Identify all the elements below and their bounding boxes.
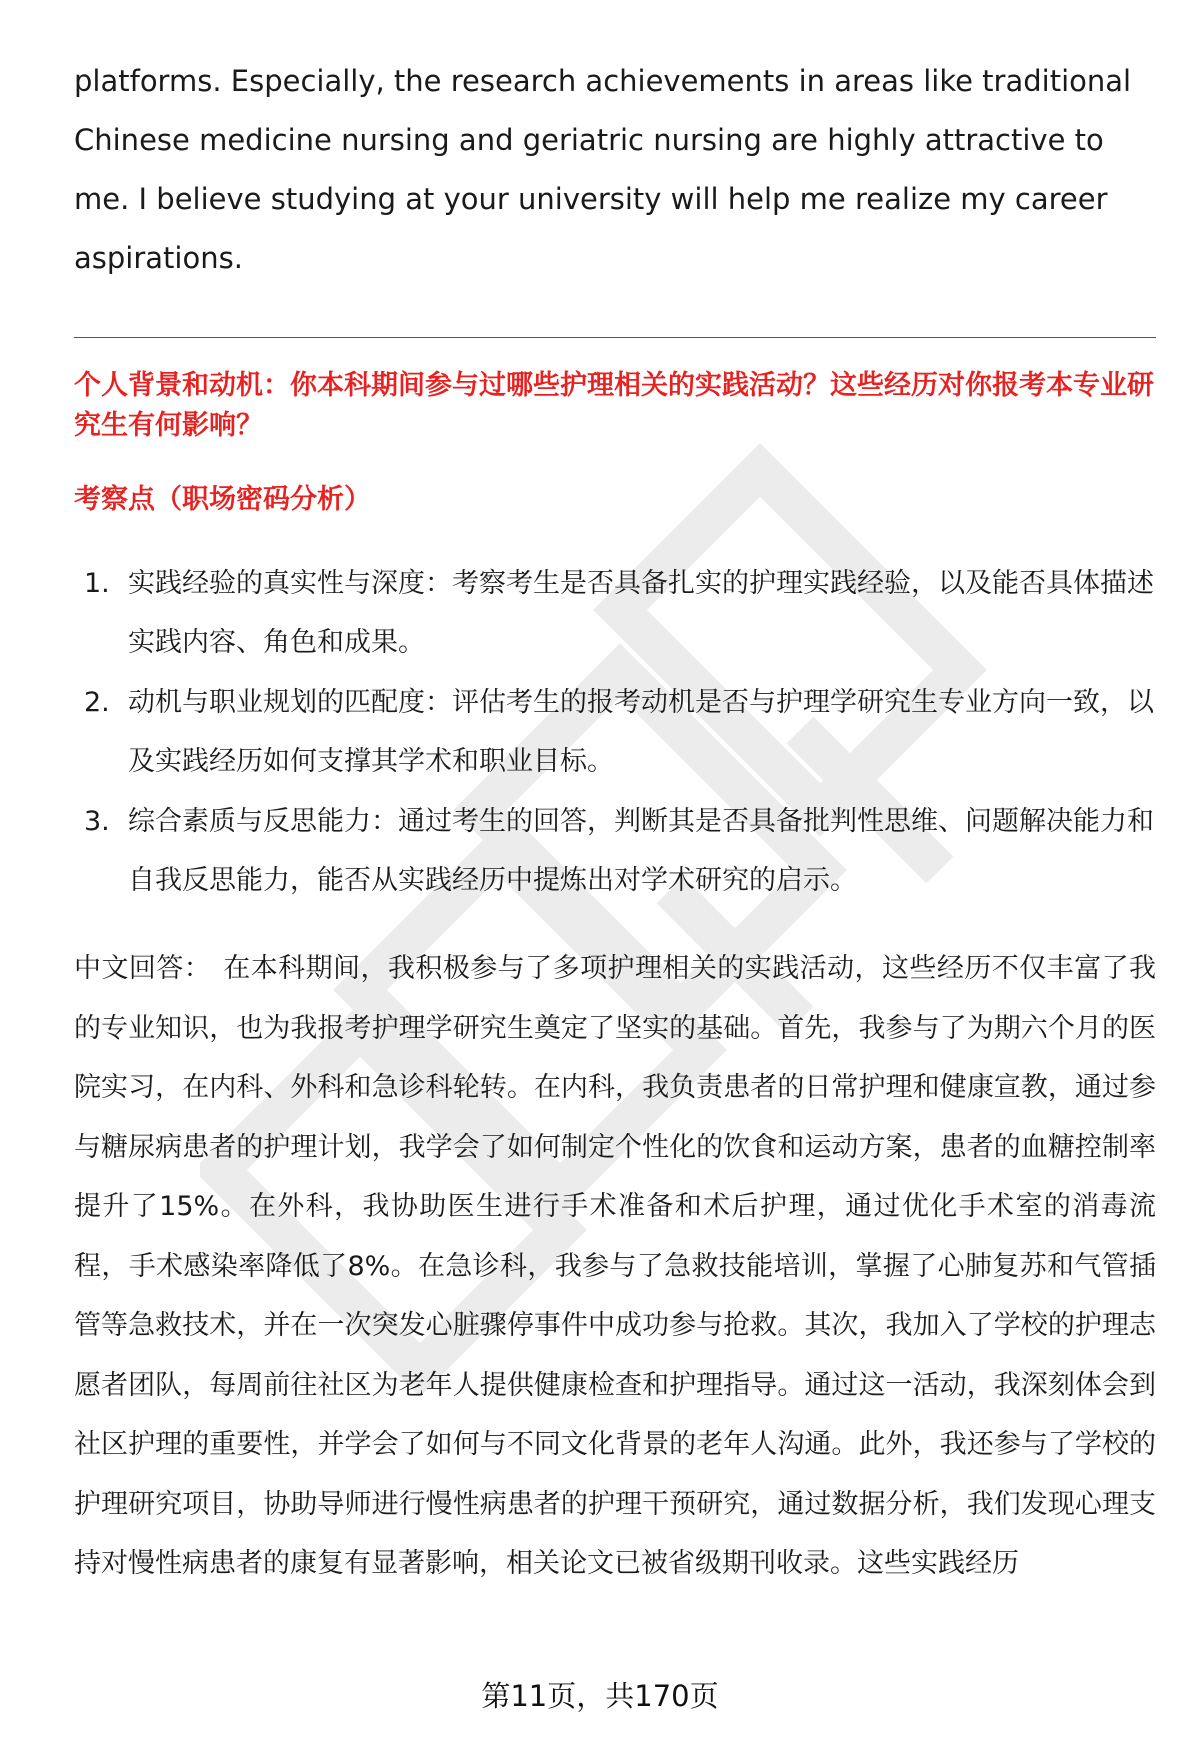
list-item-number: 2. xyxy=(84,687,110,718)
list-item-number: 3. xyxy=(84,806,110,837)
list-item-text: 实践经验的真实性与深度：考察考生是否具备扎实的护理实践经验，以及能否具体描述实践内容、角色和成果。 xyxy=(128,568,1154,658)
assessment-points-heading: 考察点（职场密码分析） xyxy=(74,484,371,515)
assessment-points-list xyxy=(74,554,1156,911)
section-divider xyxy=(74,337,1156,338)
list-item xyxy=(74,673,1156,791)
answer-text: 在本科期间，我积极参与了多项护理相关的实践活动，这些经历不仅丰富了我的专业知识，也为我报考护理学研究生奠定了坚实的基础。首先，我参与了为期六个月的医院实习，在内科、外科和急诊科轮转。在内科，我负责患者的日常护理和健康宣教，通过参与糖尿病患者的护理计划，我学会了如何制定个性化的饮食和运动方案，患者的血糖控制率提升了15%。在外科，我协助医生进行手术准备和术后护理，通过优化手术室的消毒流程，手术感染率降低了8%。在急诊科，我参与了急救技能培训，掌握了心肺复苏和气管插管等急救技术，并在一次突发心脏骤停事件中成功参与抢救。其次，我加入了学校的护理志愿者团队，每周前往社区为老年人提供健康检查和护理指导。通过这一活动，我深刻体会到社区护理的重要性，并学会了如何与不同文化背景的老年人沟通。此外，我还参与了学校的护理研究项目，协助导师进行慢性病患者的护理干预研究，通过数据分析，我们发现心理支持对慢性病患者的康复有显著影响，相关论文已被省级期刊收录。这些实践经历 xyxy=(74,953,1157,1579)
answer-label: 中文回答： xyxy=(74,953,212,984)
list-item-text: 动机与职业规划的匹配度：评估考生的报考动机是否与护理学研究生专业方向一致，以及实践经历如何支撑其学术和职业目标。 xyxy=(128,687,1154,777)
intro-paragraph: platforms. Especially, the research achievements in areas like traditional Chinese medicine nursing and geriatric nursing are highly attractive to me. I believe studying at your university will help me realize my career aspirations. xyxy=(74,64,1132,275)
question-heading: 个人背景和动机：你本科期间参与过哪些护理相关的实践活动？这些经历对你报考本专业研究生有何影响？ xyxy=(74,370,1154,441)
list-item-number: 1. xyxy=(84,568,110,599)
list-item xyxy=(74,554,1156,672)
answer-paragraph xyxy=(74,939,1156,1594)
page-number-footer: 第11页，共170页 xyxy=(481,1679,719,1713)
list-item-text: 综合素质与反思能力：通过考生的回答，判断其是否具备批判性思维、问题解决能力和自我反思能力，能否从实践经历中提炼出对学术研究的启示。 xyxy=(128,806,1154,896)
list-item xyxy=(74,792,1156,910)
